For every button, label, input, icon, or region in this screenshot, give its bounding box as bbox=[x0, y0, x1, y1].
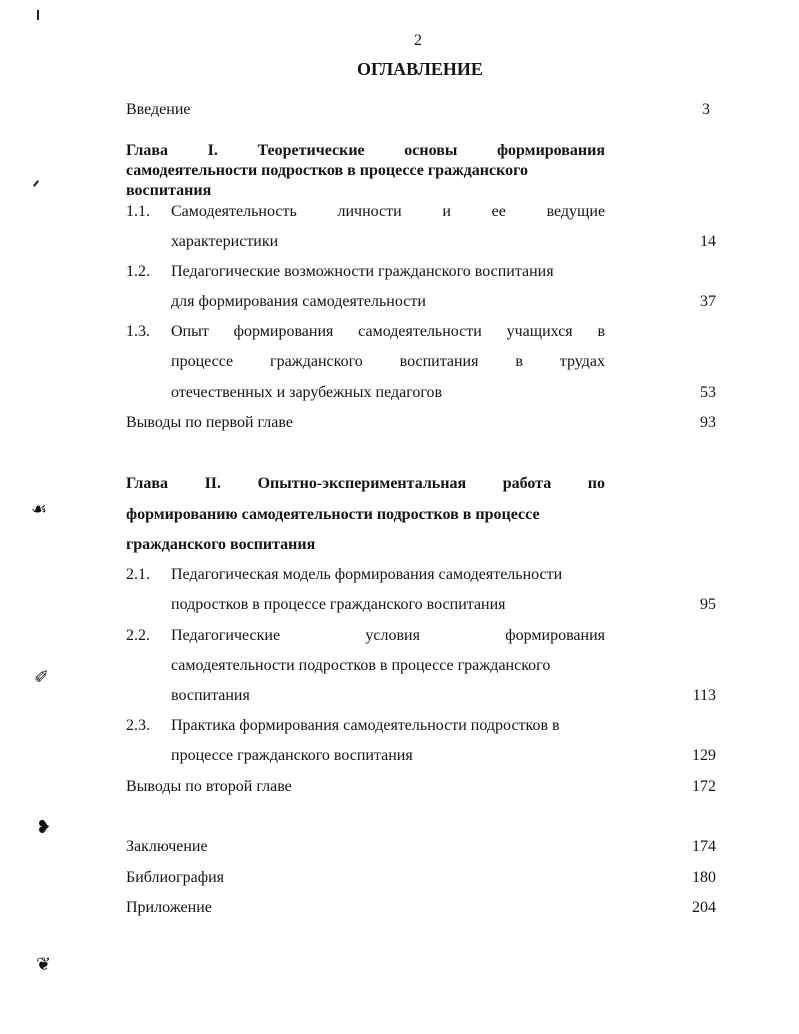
chapter-1-heading-line-2: самодеятельности подростков в процессе гражданского bbox=[126, 162, 528, 179]
chapter-2-conclusion-label: Выводы по второй главе bbox=[126, 778, 292, 795]
section-title-line: воспитания bbox=[171, 687, 250, 704]
toc-intro-label: Введение bbox=[126, 101, 191, 118]
section-title-line: процессе гражданского воспитания bbox=[171, 747, 413, 764]
section-number: 2.3. bbox=[126, 717, 150, 734]
section-title-line: Педагогические условия формирования bbox=[171, 627, 605, 644]
scan-blot-icon: ☙ bbox=[31, 499, 48, 519]
section-page: 37 bbox=[700, 293, 716, 310]
chapter-2-heading-line-1: Глава II. Опытно-экспериментальная работа по bbox=[126, 475, 606, 492]
section-number: 1.3. bbox=[126, 323, 150, 340]
chapter-2-heading-line-2: формированию самодеятельности подростков в процессе bbox=[126, 506, 540, 523]
scan-blot-icon: ❦ bbox=[36, 954, 52, 974]
scan-speck bbox=[37, 10, 39, 20]
section-page: 129 bbox=[692, 747, 716, 764]
page-number: 2 bbox=[414, 32, 422, 49]
section-number: 1.2. bbox=[126, 263, 150, 280]
section-title-line: самодеятельности подростков в процессе гражданского bbox=[171, 657, 551, 674]
scan-blot-icon: ❥ bbox=[36, 817, 52, 837]
section-title-line: Педагогические возможности гражданского воспитания bbox=[171, 263, 554, 280]
section-title-line: Опыт формирования самодеятельности учащихся в bbox=[171, 323, 605, 340]
chapter-1-heading-line-3: воспитания bbox=[126, 182, 212, 199]
page-title: ОГЛАВЛЕНИЕ bbox=[357, 59, 483, 79]
section-title-line: подростков в процессе гражданского воспитания bbox=[171, 596, 506, 613]
chapter-1-heading-line-1: Глава I. Теоретические основы формирования bbox=[126, 142, 606, 159]
section-number: 2.1. bbox=[126, 566, 150, 583]
section-title-line: характеристики bbox=[171, 233, 279, 250]
scan-blot-icon: ✐ bbox=[34, 667, 50, 687]
toc-back-matter-label: Заключение bbox=[126, 838, 208, 855]
section-page: 53 bbox=[700, 384, 716, 401]
toc-back-matter-label: Приложение bbox=[126, 899, 212, 916]
section-page: 113 bbox=[692, 687, 716, 704]
chapter-1-conclusion-page: 93 bbox=[700, 414, 716, 431]
toc-back-matter-page: 204 bbox=[692, 899, 716, 916]
toc-back-matter-page: 180 bbox=[692, 869, 716, 886]
toc-intro-page: 3 bbox=[702, 101, 710, 118]
chapter-2-conclusion-page: 172 bbox=[692, 778, 716, 795]
section-title-line: Самодеятельность личности и ее ведущие bbox=[171, 203, 606, 220]
section-title-line: Педагогическая модель формирования самодеятельности bbox=[171, 566, 563, 583]
section-number: 2.2. bbox=[126, 627, 150, 644]
toc-back-matter-label: Библиография bbox=[126, 869, 224, 886]
section-title-line: для формирования самодеятельности bbox=[171, 293, 426, 310]
section-title-line: отечественных и зарубежных педагогов bbox=[171, 384, 443, 401]
chapter-2-heading-line-3: гражданского воспитания bbox=[126, 536, 316, 553]
scan-speck bbox=[33, 180, 39, 187]
section-title-line: процессе гражданского воспитания в трудах bbox=[171, 353, 605, 370]
section-page: 95 bbox=[700, 596, 716, 613]
chapter-1-conclusion-label: Выводы по первой главе bbox=[126, 414, 293, 431]
section-title-line: Практика формирования самодеятельности подростков в bbox=[171, 717, 560, 734]
section-number: 1.1. bbox=[126, 203, 150, 220]
toc-back-matter-page: 174 bbox=[692, 838, 716, 855]
section-page: 14 bbox=[700, 233, 716, 250]
